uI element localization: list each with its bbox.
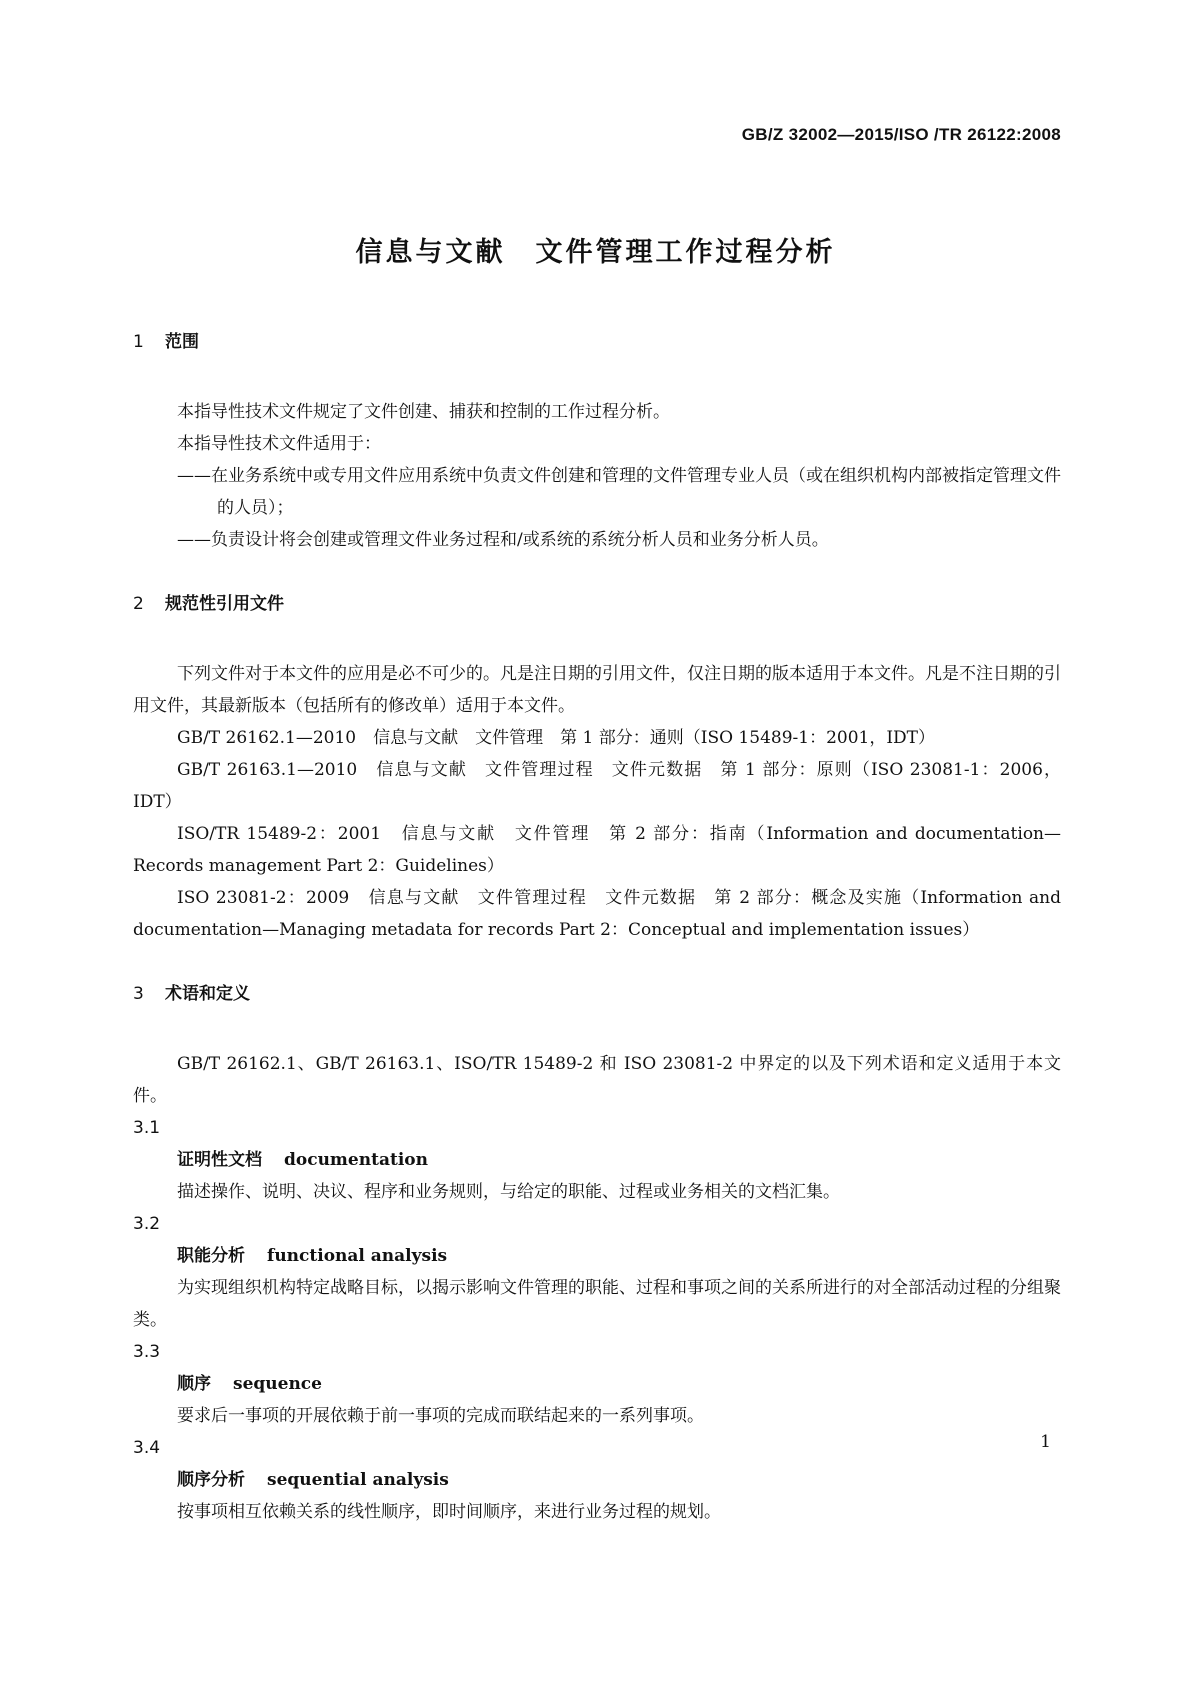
clause-heading-scope: [133, 330, 1061, 354]
term-number: 3.2: [133, 1214, 161, 1234]
term-zh: 证明性文档: [177, 1150, 262, 1170]
reference-item: ISO/TR 15489-2：2001 信息与文献 文件管理 第 2 部分：指南（Information and documentation—Records management Part 2：Guidelines）: [133, 824, 1061, 876]
standard-code: GB/Z 32002—2015/ISO /TR 26122:2008: [741, 125, 1061, 144]
term-entry: [133, 1112, 1061, 1208]
term-heading: [133, 1144, 1061, 1176]
term-entry: [133, 1336, 1061, 1432]
term-entry: [133, 1432, 1061, 1528]
clause-number: 2: [133, 594, 144, 614]
reference-item: GB/T 26163.1—2010 信息与文献 文件管理过程 文件元数据 第 1 部分：原则（ISO 23081-1：2006，IDT）: [133, 760, 1061, 812]
document-body: [133, 330, 1067, 1528]
clause-heading-normative-references: [133, 592, 1061, 616]
term-zh: 职能分析: [177, 1246, 245, 1266]
term-definition: 为实现组织机构特定战略目标，以揭示影响文件管理的职能、过程和事项之间的关系所进行的对全部活动过程的分组聚类。: [133, 1278, 1061, 1330]
term-number: 3.4: [133, 1438, 161, 1458]
reference-item: ISO 23081-2：2009 信息与文献 文件管理过程 文件元数据 第 2 部分：概念及实施（Information and documentation—Managing metadata for records Part 2：Conceptual and implementation issues）: [133, 888, 1067, 940]
term-heading: [133, 1464, 1061, 1496]
page-number: 1: [1040, 1432, 1051, 1452]
clause-title: 范围: [165, 332, 199, 352]
paragraph: 本指导性技术文件适用于：: [177, 434, 381, 454]
clause-number: 1: [133, 332, 144, 352]
clause-title: 规范性引用文件: [165, 594, 284, 614]
paragraph: 本指导性技术文件规定了文件创建、捕获和控制的工作过程分析。: [177, 402, 670, 422]
clause-number: 3: [133, 984, 144, 1004]
list-item: ——在业务系统中或专用文件应用系统中负责文件创建和管理的文件管理专业人员（或在组织机构内部被指定管理文件的人员）；: [177, 466, 1061, 518]
term-en: sequence: [233, 1374, 322, 1394]
term-en: documentation: [284, 1150, 428, 1170]
paragraph: GB/T 26162.1、GB/T 26163.1、ISO/TR 15489-2 和 ISO 23081-2 中界定的以及下列术语和定义适用于本文件。: [133, 1054, 1061, 1106]
term-en: sequential analysis: [267, 1470, 449, 1490]
term-entry: [133, 1208, 1061, 1336]
term-definition: 要求后一事项的开展依赖于前一事项的完成而联结起来的一系列事项。: [177, 1406, 704, 1426]
term-number: 3.3: [133, 1342, 161, 1362]
paragraph: 下列文件对于本文件的应用是必不可少的。凡是注日期的引用文件，仅注日期的版本适用于本文件。凡是不注日期的引用文件，其最新版本（包括所有的修改单）适用于本文件。: [133, 664, 1061, 716]
term-definition: 描述操作、说明、决议、程序和业务规则，与给定的职能、过程或业务相关的文档汇集。: [177, 1182, 840, 1202]
document-title: 信息与文献 文件管理工作过程分析: [355, 237, 836, 268]
term-en: functional analysis: [267, 1246, 448, 1266]
term-zh: 顺序: [177, 1374, 211, 1394]
term-heading: [133, 1240, 1061, 1272]
clause-title: 术语和定义: [165, 984, 250, 1004]
clause-heading-terms: [133, 982, 1061, 1006]
reference-item: GB/T 26162.1—2010 信息与文献 文件管理 第 1 部分：通则（ISO 15489-1：2001，IDT）: [177, 728, 936, 748]
term-heading: [133, 1368, 1061, 1400]
list-item: ——负责设计将会创建或管理文件业务过程和/或系统的系统分析人员和业务分析人员。: [177, 530, 829, 550]
term-definition: 按事项相互依赖关系的线性顺序，即时间顺序，来进行业务过程的规划。: [177, 1502, 721, 1522]
term-zh: 顺序分析: [177, 1470, 245, 1490]
term-number: 3.1: [133, 1118, 161, 1138]
